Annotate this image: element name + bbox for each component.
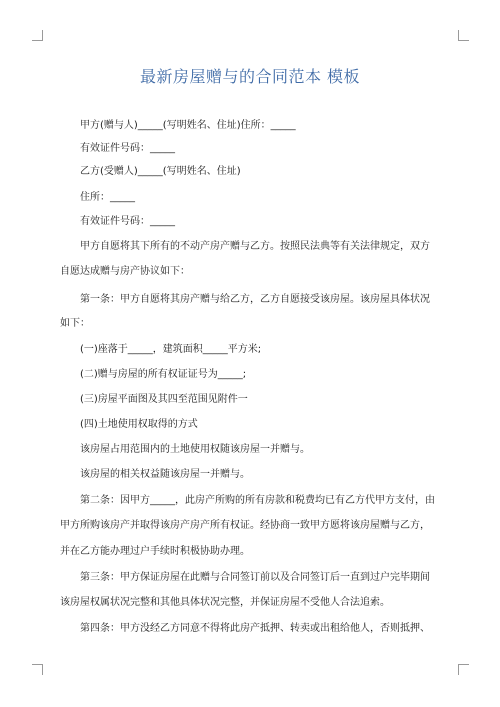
land-use-line: 该房屋占用范围内的土地使用权随该房屋一并赠与。 xyxy=(80,444,310,455)
article-3-line-1: 第三条：甲方保证房屋在此赠与合同签订前以及合同签订后一直到过户完毕期间 xyxy=(80,572,430,583)
article-2-line-2: 甲方所购该房产并取得该房产房产所有权证。经协商一致甲方愿将该房屋赠与乙方， xyxy=(60,520,430,531)
party-a-line: 甲方(赠与人)_____(写明姓名、住址)住所：_____ xyxy=(80,120,296,131)
party-b-line: 乙方(受赠人)_____(写明姓名、住址) xyxy=(80,166,241,177)
document-title: 最新房屋赠与的合同范本 模板 xyxy=(139,67,361,86)
intro-paragraph-line-1: 甲方自愿将其下所有的不动产房产赠与乙方。按照民法典等有关法律规定，双方 xyxy=(80,241,430,252)
article-1-line-2: 如下： xyxy=(60,318,90,329)
party-b-id-line: 有效证件号码：_____ xyxy=(80,216,175,227)
article-1-line-1: 第一条：甲方自愿将其房产赠与给乙方，乙方自愿接受该房屋。该房屋具体状况 xyxy=(80,294,430,305)
clause-1-item: (一)座落于_____，建筑面积_____平方米; xyxy=(80,344,262,355)
crop-mark-bottom-right xyxy=(458,664,469,675)
article-4-line-1: 第四条：甲方没经乙方同意不得将此房产抵押、转卖或出租给他人，否则抵押、 xyxy=(80,623,430,634)
article-2-line-1: 第二条：因甲方_____，此房产所购的所有房款和税费均已有乙方代甲方支付，由 xyxy=(80,495,435,506)
article-2-line-3: 并在乙方能办理过户手续时积极协助办理。 xyxy=(60,546,250,557)
clause-4-item: (四)土地使用权取得的方式 xyxy=(80,419,198,430)
clause-2-item: (二)赠与房屋的所有权证证号为_____; xyxy=(80,369,247,380)
crop-mark-top-left xyxy=(32,30,43,41)
crop-mark-bottom-left xyxy=(32,664,43,675)
party-a-id-line: 有效证件号码：_____ xyxy=(80,143,175,154)
clause-3-item: (三)房屋平面图及其四至范围见附件一 xyxy=(80,394,248,405)
party-b-address-line: 住所：_____ xyxy=(80,192,135,203)
intro-paragraph-line-2: 自愿达成赠与房产协议如下： xyxy=(60,266,190,277)
rights-line: 该房屋的相关权益随该房屋一并赠与。 xyxy=(80,469,250,480)
crop-mark-top-right xyxy=(458,30,469,41)
article-3-line-2: 该房屋权属状况完整和其他具体状况完整，并保证房屋不受他人合法追索。 xyxy=(60,597,390,608)
